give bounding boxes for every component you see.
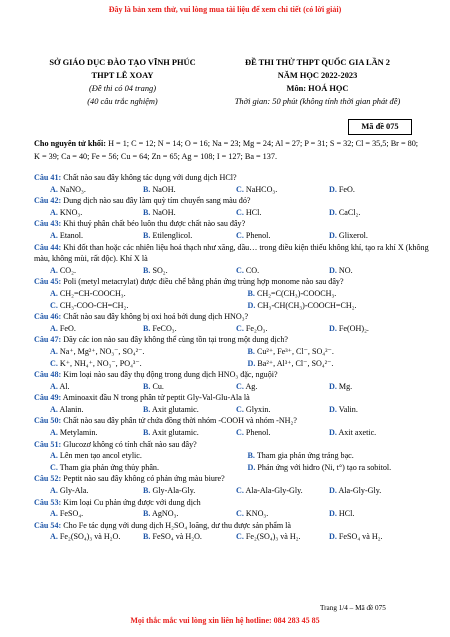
option-letter: A.	[50, 184, 58, 194]
option-letter: C.	[236, 184, 244, 194]
department-name: SỞ GIÁO DỤC ĐÀO TẠO VĨNH PHÚC	[49, 58, 196, 67]
option-text: Ag.	[243, 381, 258, 391]
option-text: NaOH.	[150, 184, 176, 194]
question-stem	[34, 497, 429, 509]
answer-option	[127, 427, 220, 439]
option-text: AgNO₃.	[150, 509, 179, 519]
question-text: Cho Fe tác dụng với dung dịch H₂SO₄ loãng, dư thu được sản phẩm là	[61, 520, 292, 530]
question-stem	[34, 242, 429, 265]
question-stem	[34, 195, 429, 207]
option-letter: A.	[50, 265, 58, 275]
option-text: CH₃-CH(CH₃)-COOCH=CH₂.	[255, 300, 357, 310]
option-text: NO.	[336, 265, 353, 275]
option-letter: B.	[247, 451, 255, 461]
question-text: Chất nào sau đây không bị oxi hoá bởi dung dịch HNO₃?	[61, 312, 249, 322]
answer-option	[34, 462, 232, 474]
answer-option	[220, 427, 313, 439]
option-letter: D.	[329, 207, 337, 217]
option-letter: A.	[50, 381, 58, 391]
option-text: KNO₃.	[57, 207, 83, 217]
answer-option	[34, 485, 127, 497]
option-text: FeO.	[336, 184, 355, 194]
option-letter: C.	[236, 230, 244, 240]
answer-option	[313, 485, 406, 497]
question-item	[34, 334, 429, 369]
option-letter: D.	[329, 486, 337, 496]
answer-option	[127, 381, 220, 393]
option-letter: B.	[143, 184, 151, 194]
answer-option	[313, 531, 406, 543]
question-item	[34, 439, 429, 474]
option-letter: B.	[247, 346, 255, 356]
option-letter: B.	[143, 381, 151, 391]
option-text: CH₂=C(CH₃)-COOCH₃.	[254, 288, 337, 298]
option-text: HCl.	[336, 509, 355, 519]
option-row	[34, 381, 429, 393]
option-text: Ala-Gly-Gly.	[336, 486, 382, 496]
answer-option	[220, 207, 313, 219]
question-stem	[34, 172, 429, 184]
answer-option	[34, 358, 232, 370]
option-letter: D.	[329, 509, 337, 519]
option-row	[34, 358, 429, 370]
question-item	[34, 497, 429, 520]
option-letter: B.	[143, 428, 151, 438]
option-text: Al.	[57, 381, 70, 391]
answer-option	[232, 346, 430, 358]
option-row	[34, 323, 429, 335]
option-letter: B.	[143, 509, 151, 519]
question-number: Câu 41:	[34, 173, 62, 182]
option-letter: C.	[50, 300, 58, 310]
question-text: Aminoaxit đầu N trong phân tử peptit Gly-Val-Glu-Ala là	[61, 393, 250, 403]
option-letter: C.	[50, 462, 58, 472]
hotline-banner: Mọi thắc mắc vui lòng xin liên hệ hotline: 084 283 45 85	[130, 616, 320, 625]
option-text: NaNO₃.	[57, 184, 86, 194]
answer-option	[127, 508, 220, 520]
answer-option	[313, 508, 406, 520]
option-letter: C.	[236, 486, 244, 496]
option-text: Glyxin.	[243, 404, 271, 414]
answer-option	[127, 323, 220, 335]
option-row	[34, 207, 429, 219]
answer-option	[313, 184, 406, 196]
answer-option	[313, 381, 406, 393]
option-letter: A.	[50, 532, 58, 542]
option-row	[34, 485, 429, 497]
option-row	[34, 184, 429, 196]
option-letter: B.	[143, 265, 151, 275]
question-stem	[34, 392, 429, 404]
option-letter: A.	[50, 428, 58, 438]
answer-option	[34, 265, 127, 277]
option-text: Phenol.	[243, 230, 271, 240]
option-letter: C.	[236, 265, 244, 275]
preview-notice-banner: Đây là bản xem thử, vui lòng mua tài liệu để xem chi tiết (có lời giải)	[108, 5, 342, 14]
option-row	[34, 404, 429, 416]
question-text: Khi thuỷ phân chất béo luôn thu được chất nào sau đây?	[61, 219, 246, 229]
option-letter: D.	[329, 323, 337, 333]
question-stem	[34, 276, 429, 288]
question-item	[34, 311, 429, 334]
question-number: Câu 52:	[34, 474, 62, 484]
option-letter: C.	[236, 428, 244, 438]
answer-option	[34, 450, 232, 462]
option-letter: D.	[247, 300, 256, 310]
option-text: NaHCO₃.	[243, 184, 278, 194]
option-letter: B.	[143, 486, 151, 496]
question-number: Câu 49:	[34, 393, 62, 403]
page-footer: Trang 1/4 – Mã đề 075	[320, 604, 386, 612]
question-text: Peptit nào sau đây không có phản ứng màu biure?	[61, 474, 225, 484]
answer-option	[127, 485, 220, 497]
answer-option	[232, 450, 430, 462]
question-number: Câu 45:	[34, 277, 62, 287]
option-text: K⁺, NH₄⁺, NO₃⁻, PO₄³⁻.	[57, 358, 142, 368]
question-item	[34, 242, 429, 277]
question-item	[34, 276, 429, 311]
option-row	[34, 230, 429, 242]
answer-option	[34, 508, 127, 520]
option-text: FeSO₄ và H₂.	[336, 532, 383, 542]
answer-option	[127, 265, 220, 277]
option-text: Fe₂(SO₄)₃ và H₂O.	[57, 532, 121, 542]
answer-option	[127, 230, 220, 242]
answer-option	[34, 323, 127, 335]
question-item	[34, 415, 429, 438]
question-text: Dãy các ion nào sau đây không thể cùng tồn tại trong một dung dịch?	[61, 335, 289, 345]
option-letter: C.	[236, 404, 244, 414]
question-stem	[34, 311, 429, 323]
answer-option	[34, 381, 127, 393]
option-text: Tham gia phản ứng tráng bạc.	[254, 451, 354, 461]
option-letter: C.	[236, 509, 244, 519]
option-letter: D.	[329, 265, 337, 275]
answer-option	[232, 358, 430, 370]
option-text: Axit axetic.	[336, 428, 377, 438]
option-text: Cu.	[150, 381, 164, 391]
answer-option	[232, 288, 430, 300]
atomic-masses	[34, 138, 419, 163]
option-text: Valin.	[336, 404, 358, 414]
option-letter: A.	[50, 509, 58, 519]
option-text: SO₂.	[150, 265, 168, 275]
question-number: Câu 48:	[34, 370, 62, 380]
answer-option	[220, 184, 313, 196]
page-count-note: (Đề thi có 04 trang)	[89, 84, 156, 93]
question-text: Kim loại Cu phản ứng được với dung dịch	[61, 497, 201, 507]
answer-option	[127, 207, 220, 219]
answer-option	[220, 404, 313, 416]
question-item	[34, 195, 429, 218]
answer-option	[232, 462, 430, 474]
question-number: Câu 53:	[34, 497, 62, 507]
option-text: Alanin.	[57, 404, 84, 414]
option-text: CaCl₂.	[336, 207, 361, 217]
option-letter: D.	[329, 184, 337, 194]
answer-option	[127, 404, 220, 416]
option-text: Lên men tạo ancol etylic.	[57, 451, 142, 461]
option-text: KNO₃.	[243, 509, 269, 519]
question-text: Khi đốt than hoặc các nhiên liệu hoá thạch như xăng, dầu… trong điều kiện thiếu không khí, tạo ra khí X (không màu, không mùi, rất độc). Khí X là	[34, 242, 429, 264]
question-text: Poli (metyl metacrylat) được điều chế bằng phản ứng trùng hợp monome nào sau đây?	[61, 277, 344, 287]
answer-option	[220, 265, 313, 277]
question-text: Glucozơ không có tính chất nào sau đây?	[61, 439, 197, 449]
option-letter: A.	[50, 404, 58, 414]
question-stem	[34, 218, 429, 230]
option-text: Fe(OH)₂.	[336, 323, 369, 333]
option-letter: D.	[329, 428, 337, 438]
option-text: Etanol.	[57, 230, 84, 240]
option-text: Ba²⁺, Al³⁺, Cl⁻, SO₄²⁻.	[255, 358, 334, 368]
option-text: CO₂.	[57, 265, 76, 275]
option-letter: A.	[50, 207, 58, 217]
option-text: FeSO₄.	[57, 509, 84, 519]
option-text: Axit glutamic.	[150, 404, 199, 414]
option-letter: A.	[50, 486, 58, 496]
option-text: Gly-Ala-Gly.	[150, 486, 196, 496]
option-row	[34, 508, 429, 520]
answer-option	[34, 207, 127, 219]
answer-option	[34, 404, 127, 416]
option-row	[34, 346, 429, 358]
option-text: Fe₂(SO₄)₃ và H₂.	[243, 532, 301, 542]
option-text: Tham gia phản ứng thủy phân.	[57, 462, 159, 472]
option-text: HCl.	[243, 207, 262, 217]
question-item	[34, 172, 429, 195]
header-exam	[210, 56, 425, 108]
option-letter: C.	[236, 207, 244, 217]
option-text: Metylamin.	[57, 428, 98, 438]
exam-title: ĐỀ THI THỬ THPT QUỐC GIA LẦN 2	[245, 58, 390, 67]
option-text: Na⁺, Mg²⁺, NO₃⁻, SO₄²⁻.	[57, 346, 145, 356]
subject: Môn: HOÁ HỌC	[286, 84, 349, 93]
question-stem	[34, 415, 429, 427]
option-letter: B.	[143, 323, 151, 333]
question-count-note: (40 câu trắc nghiệm)	[87, 97, 158, 106]
option-letter: D.	[329, 404, 337, 414]
answer-option	[34, 288, 232, 300]
answer-option	[313, 427, 406, 439]
option-letter: C.	[236, 323, 244, 333]
question-stem	[34, 473, 429, 485]
answer-option	[34, 300, 232, 312]
question-item	[34, 392, 429, 415]
option-letter: A.	[50, 451, 58, 461]
answer-option	[127, 184, 220, 196]
answer-option	[313, 230, 406, 242]
option-row	[34, 450, 429, 462]
question-stem	[34, 520, 429, 532]
option-text: Fe₂O₃.	[243, 323, 268, 333]
option-letter: B.	[247, 288, 255, 298]
option-letter: A.	[50, 230, 58, 240]
option-letter: D.	[329, 532, 337, 542]
question-number: Câu 42:	[34, 196, 62, 206]
option-letter: C.	[50, 358, 58, 368]
option-letter: C.	[236, 381, 244, 391]
option-letter: A.	[50, 346, 58, 356]
answer-option	[220, 230, 313, 242]
school-name: THPT LÊ XOAY	[91, 71, 154, 80]
option-letter: B.	[143, 404, 151, 414]
question-stem	[34, 439, 429, 451]
atomic-masses-label: Cho nguyên tử khối:	[34, 139, 107, 148]
option-text: CH₃-COO-CH=CH₂.	[57, 300, 129, 310]
option-text: Axit glutamic.	[150, 428, 199, 438]
option-text: Glixerol.	[336, 230, 368, 240]
answer-option	[34, 184, 127, 196]
answer-option	[313, 265, 406, 277]
exam-code-box: Mã đề 075	[348, 119, 412, 135]
option-letter: D.	[247, 462, 256, 472]
option-text: FeSO₄ và H₂O.	[150, 532, 202, 542]
answer-option	[34, 346, 232, 358]
option-text: Ala-Ala-Gly-Gly.	[243, 486, 303, 496]
answer-option	[220, 381, 313, 393]
option-letter: D.	[329, 381, 337, 391]
answer-option	[220, 323, 313, 335]
atomic-masses-values: H = 1; C = 12; N = 14; O = 16; Na = 23; Mg = 24; Al = 27; P = 31; S = 32; Cl = 35,5; Br = 80; K = 39; Ca = 40; Fe = 56; Cu = 64; Zn = 65; Ag = 108; I = 127; Ba = 137.	[34, 139, 419, 161]
question-number: Câu 54:	[34, 520, 62, 530]
answer-option	[313, 323, 406, 335]
question-number: Câu 44:	[34, 242, 62, 252]
option-text: FeCO₃.	[150, 323, 177, 333]
answer-option	[127, 531, 220, 543]
option-row	[34, 288, 429, 300]
option-letter: B.	[143, 532, 151, 542]
option-letter: B.	[143, 207, 151, 217]
question-text: Chất nào sau đây phân tử chứa đồng thời nhóm -COOH và nhóm -NH₂?	[61, 416, 297, 426]
question-item	[34, 473, 429, 496]
answer-option	[34, 531, 127, 543]
header-school	[35, 56, 210, 108]
option-letter: D.	[247, 358, 256, 368]
question-item	[34, 520, 429, 543]
question-stem	[34, 334, 429, 346]
option-letter: A.	[50, 323, 58, 333]
option-row	[34, 265, 429, 277]
question-text: Dung dịch nào sau đây làm quỳ tím chuyển sang màu đỏ?	[61, 196, 251, 206]
answer-option	[313, 207, 406, 219]
question-number: Câu 51:	[34, 439, 62, 449]
answer-option	[220, 508, 313, 520]
option-text: Gly-Ala.	[57, 486, 89, 496]
answer-option	[220, 485, 313, 497]
option-row	[34, 531, 429, 543]
question-number: Câu 50:	[34, 416, 62, 426]
option-text: Mg.	[336, 381, 353, 391]
answer-option	[313, 404, 406, 416]
option-text: FeO.	[57, 323, 76, 333]
question-item	[34, 218, 429, 241]
option-row	[34, 462, 429, 474]
question-number: Câu 46:	[34, 312, 62, 322]
option-text: Phenol.	[243, 428, 271, 438]
question-number: Câu 43:	[34, 219, 62, 229]
option-text: NaOH.	[150, 207, 176, 217]
question-text: Kim loại nào sau đây thụ động trong dung dịch HNO₃ đặc, nguội?	[61, 370, 278, 380]
option-text: CH₂=CH-COOCH₃.	[57, 288, 126, 298]
option-letter: C.	[236, 532, 244, 542]
option-letter: D.	[329, 230, 337, 240]
option-letter: B.	[143, 230, 151, 240]
answer-option	[34, 230, 127, 242]
option-row	[34, 427, 429, 439]
question-list	[34, 172, 429, 543]
question-stem	[34, 369, 429, 381]
option-row	[34, 300, 429, 312]
option-text: Etilenglicol.	[150, 230, 193, 240]
question-text: Chất nào sau đây không tác dụng với dung dịch HCl?	[61, 173, 237, 182]
option-text: Cu²⁺, Fe³⁺, Cl⁻, SO₄²⁻.	[254, 346, 334, 356]
question-item	[34, 369, 429, 392]
option-text: Phản ứng với hiđro (Ni, t°) tạo ra sobitol.	[255, 462, 392, 472]
time-limit: Thời gian: 50 phút (không tính thời gian phát đề)	[234, 97, 401, 106]
question-number: Câu 47:	[34, 335, 62, 345]
option-text: CO.	[243, 265, 260, 275]
option-letter: A.	[50, 288, 58, 298]
school-year: NĂM HỌC 2022-2023	[277, 71, 358, 80]
answer-option	[220, 531, 313, 543]
answer-option	[34, 427, 127, 439]
answer-option	[232, 300, 430, 312]
